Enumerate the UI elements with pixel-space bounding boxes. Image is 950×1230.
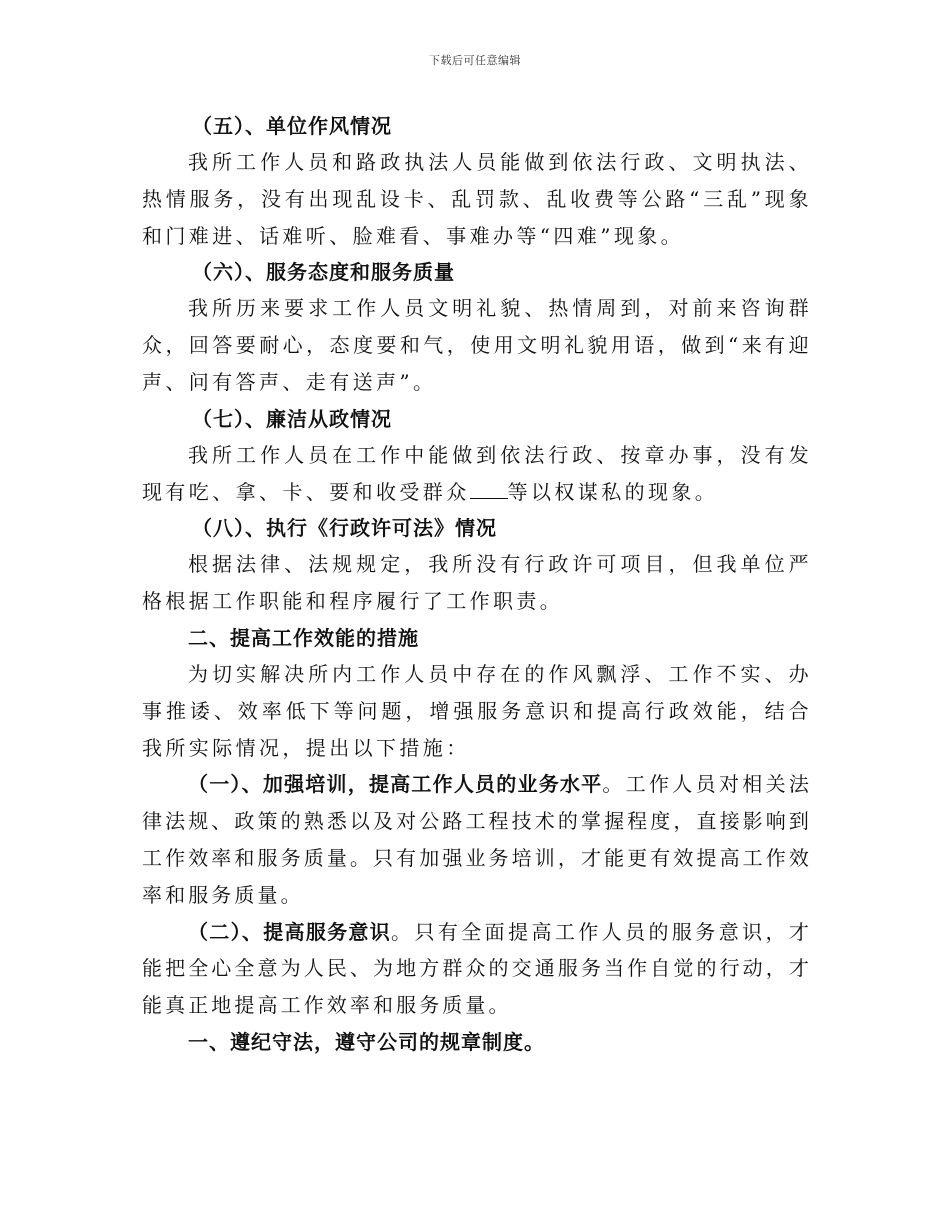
section-8-heading: （八）、执行《行政许可法》情况 <box>192 516 497 541</box>
part-2-intro-paragraph: 为切实解决所内工作人员中存在的作风飘浮、工作不实、办事推诿、效率低下等问题，增强服务意识和提高行政效能，结合我所实际情况，提出以下措施： <box>142 661 812 760</box>
section-7-heading: （七）、廉洁从政情况 <box>192 406 392 431</box>
document-body <box>142 108 812 1060</box>
section-7-text-after-blank: 等以权谋私的现象。 <box>507 479 719 504</box>
section-5-paragraph: 我所工作人员和路政执法人员能做到依法行政、文明执法、热情服务，没有出现乱设卡、乱罚款、乱收费等公路“三乱”现象和门难进、话难听、脸难看、事难办等“四难”现象。 <box>142 150 812 248</box>
part-2-heading: 二、提高工作效能的措施 <box>188 625 419 650</box>
section-6-paragraph: 我所历来要求工作人员文明礼貌、热情周到，对前来咨询群众，回答要耐心，态度要和气，使用文明礼貌用语，做到“来有迎声、问有答声、走有送声”。 <box>142 296 812 394</box>
section-7-paragraph <box>142 437 812 511</box>
measure-1-paragraph <box>142 766 812 913</box>
measure-2-body: 。只有全面提高工作人员的服务意识，才能把全心全意为人民、为地方群众的交通服务当作自觉的行动，才能真正地提高工作效率和服务质量。 <box>142 919 813 1018</box>
section-5-heading: （五）、单位作风情况 <box>192 114 392 138</box>
section-6-heading: （六）、服务态度和服务质量 <box>192 260 455 285</box>
page-header-note: 下载后可任意编辑 <box>429 54 521 67</box>
measure-1-lead: （一）、加强培训，提高工作人员的业务水平 <box>188 772 603 797</box>
measure-1-body: 。工作人员对相关法律法规、政策的熟悉以及对公路工程技术的掌握程度，直接影响到工作效率和服务质量。只有加强业务培训，才能更有效提高工作效率和服务质量。 <box>142 772 813 907</box>
part-1-heading: 一、遵纪守法，遵守公司的规章制度。 <box>188 1029 545 1054</box>
fill-in-blank-line <box>470 482 508 499</box>
measure-2-lead: （二）、提高服务意识 <box>188 919 392 944</box>
measure-2-paragraph <box>142 914 812 1024</box>
section-7-text-before-blank: 我所工作人员在工作中能做到依法行政、按章办事，没有发现有吃、拿、卡、要和收受群众 <box>142 442 812 504</box>
section-8-paragraph: 根据法律、法规规定，我所没有行政许可项目，但我单位严格根据工作职能和程序履行了工作职责。 <box>142 552 812 614</box>
